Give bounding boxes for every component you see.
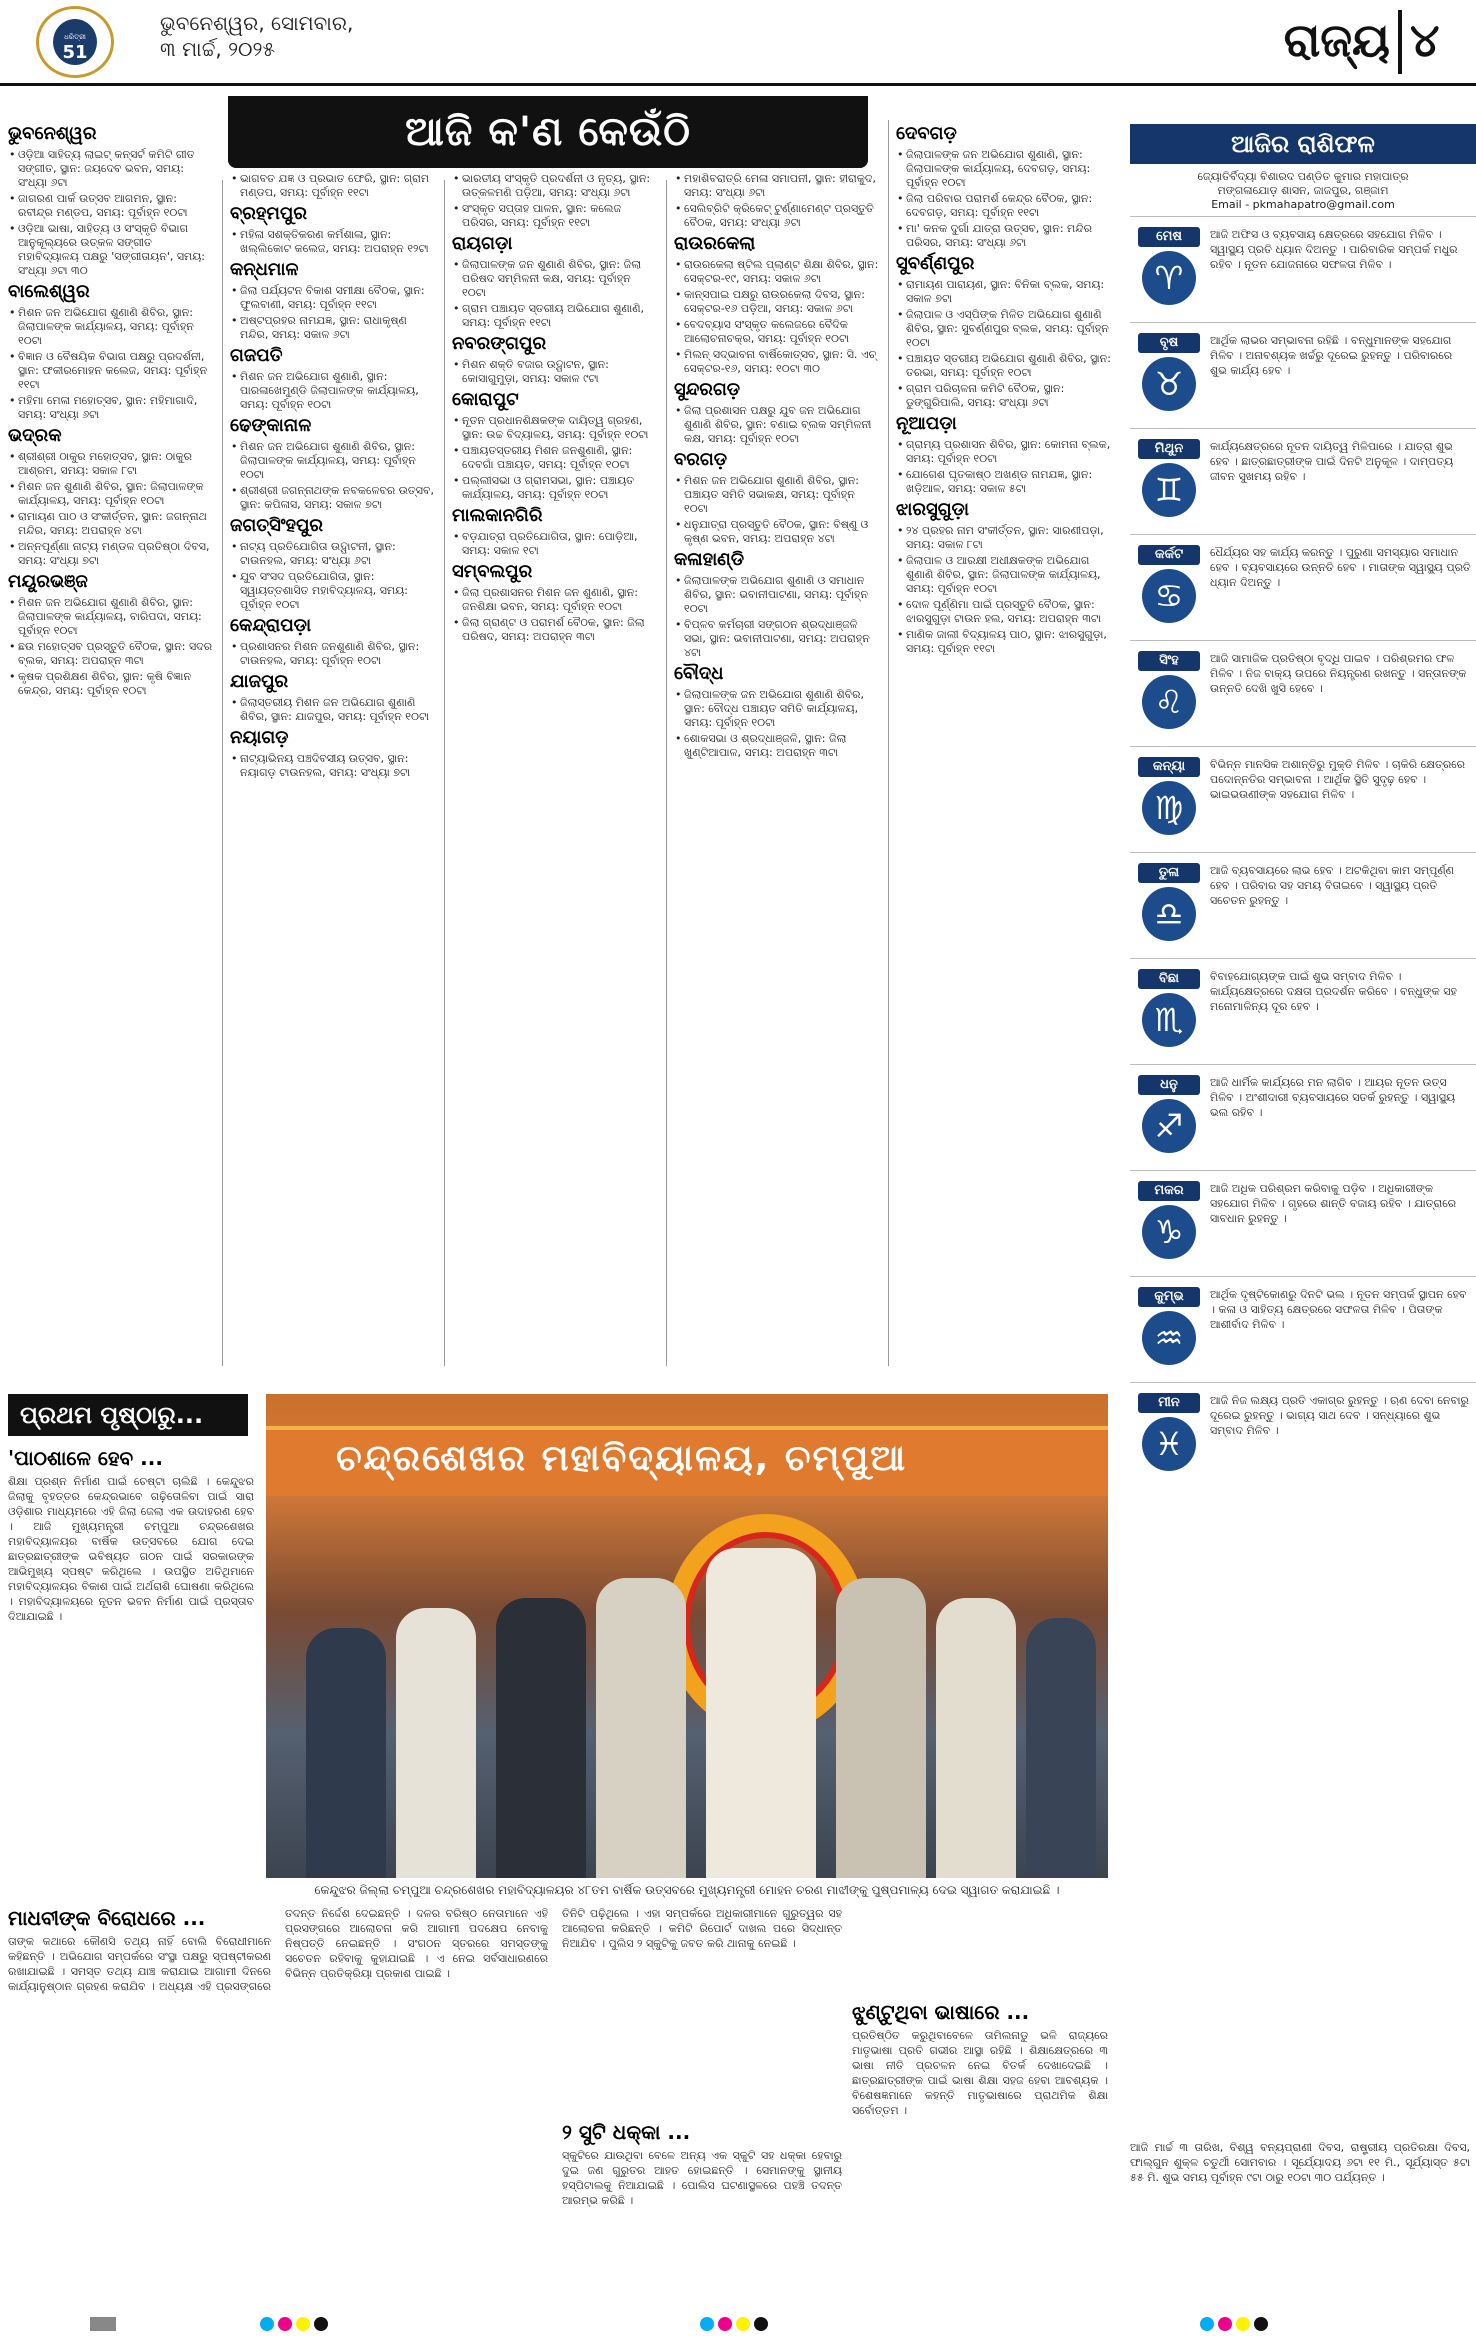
event-item: • ପଞ୍ଚାୟତସ୍ତରୀୟ ମିଶନ ଜନଶୁଣାଣି, ସ୍ଥାନ: ଦେବଗାଁ ପଞ୍ଚାୟତ, ସମୟ: ପୂର୍ବାହ୍ନ ୧୦ଟା: [452, 444, 658, 472]
district-heading: ଯାଜପୁର: [230, 671, 289, 692]
registration-dot: [278, 2317, 292, 2331]
person-figure: [496, 1598, 586, 1878]
registration-dot: [700, 2317, 714, 2331]
logo-years: 51: [62, 42, 88, 63]
sign-name: କୁମ୍ଭ: [1138, 1287, 1200, 1307]
page-number: ୪: [1410, 13, 1440, 67]
event-item: • ଯୋଗେଶ ଘୃତକାଷ୍ଠ ଅଖଣ୍ଡ ନାମଯଜ୍ଞ, ସ୍ଥାନ: ଖଡ଼ିଆଳ, ସମୟ: ସକାଳ ୫ଟା: [896, 468, 1118, 496]
events-column-3: [452, 172, 658, 1366]
zodiac-icon: ♓: [1142, 1417, 1196, 1471]
event-item: • ମିଶନ ଜନ ଅଭିଯୋଗ ଶୁଣାଣି ଶିବିର, ସ୍ଥାନ: ଜିଲାପାଳଙ୍କ କାର୍ଯ୍ୟାଳୟ, ସମୟ: ପୂର୍ବାହ୍ନ ୧୦ଟା: [230, 440, 436, 482]
registration-dot: [1218, 2317, 1232, 2331]
sign-name: ମୀନ: [1138, 1393, 1200, 1413]
newspaper-logo: [36, 6, 114, 78]
event-item: • ଶୋକସଭା ଓ ଶ୍ରଦ୍ଧାଞ୍ଜଳି, ସ୍ଥାନ: ଜିଲା ଖୁଣ୍ଟିଆପାଳ, ସମୟ: ଅପରାହ୍ନ ୩ଟା: [674, 732, 880, 760]
zodiac-icon: ♊: [1142, 463, 1196, 517]
sign-forecast: ବିବାହଯୋଗ୍ୟଙ୍କ ପାଇଁ ଶୁଭ ସମ୍ବାଦ ମିଳିବ । କାର୍ଯ୍ୟକ୍ଷେତ୍ରରେ ଦକ୍ଷତା ପ୍ରଦର୍ଶନ କରିବେ । ବନ୍ଧୁଙ୍କ ସହ ମନୋମାଳିନ୍ୟ ଦୂର ହେବ ।: [1210, 970, 1457, 1013]
story-body: ସ୍କୁଟିରେ ଯାଉଥିବା ବେଳେ ଅନ୍ୟ ଏକ ସ୍କୁଟି ସହ ଧକ୍କା ହେବାରୁ ଦୁଇ ଜଣ ଗୁରୁତର ଆହତ ହୋଇଛନ୍ତି । ସେମାନଙ୍କୁ ସ୍ଥାନୀୟ ହସ୍ପିଟାଲକୁ ନିଆଯାଇଛି । ପୋଲିସ ଘଟଣାସ୍ଥଳରେ ପହଞ୍ଚି ତଦନ୍ତ ଆରମ୍ଭ କରିଛି ।: [562, 2149, 842, 2207]
event-item: • ନୂତନ ପ୍ରଧାନଶିକ୍ଷକଙ୍କ ଦାୟିତ୍ୱ ଗ୍ରହଣ, ସ୍ଥାନ: ଉଚ୍ଚ ବିଦ୍ୟାଳୟ, ସମୟ: ପୂର୍ବାହ୍ନ ୧୦ଟା: [452, 414, 658, 442]
event-item: • ମିଶନ ଜନ ଅଭିଯୋଗ ଶୁଣାଣି ଶିବିର, ସ୍ଥାନ: ଜିଲାପାଳଙ୍କ କାର୍ଯ୍ୟାଳୟ, ସମୟ: ପୂର୍ବାହ୍ନ ୧୦ଟା: [8, 306, 214, 348]
sign-forecast: ଆଜି ନିଜ ଲକ୍ଷ୍ୟ ପ୍ରତି ଏକାଗ୍ର ରୁହନ୍ତୁ । ଋଣ ଦେବା ନେବାରୁ ଦୂରେଇ ରୁହନ୍ତୁ । ଭାଗ୍ୟ ସାଥ ଦେବ । ସନ୍ଧ୍ୟାରେ ଶୁଭ ସମ୍ବାଦ ମିଳିବ ।: [1210, 1394, 1469, 1437]
horoscope-sign: [1130, 1382, 1476, 1484]
district-heading: ମାଲକାନଗିରି: [452, 505, 543, 526]
person-figure: [836, 1578, 926, 1878]
event-item: • ସେଲିବ୍ରିଟି କ୍ରିକେଟ୍ ଟୁର୍ଣ୍ଣାମେଣ୍ଟ ପ୍ରସ୍ତୁତି ବୈଠକ, ସମୟ: ସଂଧ୍ୟା ୬ଟା: [674, 202, 880, 230]
person-figure: [706, 1548, 816, 1878]
district-heading: ଢେଙ୍କାନାଳ: [230, 415, 312, 436]
event-item: • ନାଟ୍ୟ ପ୍ରତିଯୋଗିତା ଉଦ୍ଘାଟନୀ, ସ୍ଥାନ: ଟାଉନହଲ, ସମୟ: ସଂଧ୍ୟା ୬ଟା: [230, 540, 436, 568]
event-item: • ଜିଲାପାଳଙ୍କ ଜନ ଶୁଣାଣି ଶିବିର, ସ୍ଥାନ: ଜିଲା ପରିଷଦ ସମ୍ମିଳନୀ କକ୍ଷ, ସମୟ: ପୂର୍ବାହ୍ନ ୧୦ଟା: [452, 258, 658, 300]
event-item: • ମିଶନ ଜନ ଶୁଣାଣି ଶିବିର, ସ୍ଥାନ: ଜିଲାପାଳଙ୍କ କାର୍ଯ୍ୟାଳୟ, ସମୟ: ପୂର୍ବାହ୍ନ ୧୦ଟା: [8, 480, 214, 508]
horoscope-sign: [1130, 640, 1476, 742]
story-body: ତିନିଟି ପଢ଼ିଥିଲେ । ଏହା ସମ୍ପର୍କରେ ଅଧିକାରୀମାନେ ଗୁରୁତ୍ୱର ସହ ଆଲୋଚନା କରିଛନ୍ତି । କମିଟି ରିପୋର୍ଟ ଦାଖଲ ପରେ ସିଦ୍ଧାନ୍ତ ନିଆଯିବ । ପୁଲିସ ୨ ସ୍କୁଟିକୁ ଜବତ କରି ଥାନାକୁ ନେଇଛି ।: [562, 1907, 842, 1950]
event-item: • ଶ୍ରୀଶ୍ରୀ ଠାକୁର ମହୋତ୍ସବ, ସ୍ଥାନ: ଠାକୁର ଆଶ୍ରମ, ସମୟ: ସକାଳ ୮ଟା: [8, 450, 214, 478]
news-photo: [266, 1394, 1108, 1878]
almanac: [1130, 2140, 1470, 2300]
almanac-text: ଆଜି ମାର୍ଚ୍ଚ ୩ ତାରିଖ, ବିଶ୍ୱ ବନ୍ୟପ୍ରାଣୀ ଦିବସ, ରାଷ୍ଟ୍ରୀୟ ପ୍ରତିରକ୍ଷା ଦିବସ, ଫାଲ୍ଗୁନ ଶୁକ୍ଳ ଚତୁର୍ଥୀ ସୋମବାର । ସୂର୍ଯ୍ୟୋଦୟ ୬ଟା ୧୧ ମି., ସୂର୍ଯ୍ୟାସ୍ତ ୫ଟା ୫୫ ମି. ଶୁଭ ସମୟ ପୂର୍ବାହ୍ନ ୯ଟା ଠାରୁ ୧୦ଟା ୩୦ ପର୍ଯ୍ୟନ୍ତ ।: [1130, 2141, 1470, 2184]
events-column-4: [674, 172, 880, 1366]
district-heading: ବ୍ରହ୍ମପୁର: [230, 203, 307, 224]
event-item: • ମହାଶିବରାତ୍ରି ମେଳା ସମାପନୀ, ସ୍ଥାନ: ହୀରାକୁଦ, ସମୟ: ସଂଧ୍ୟା ୬ଟା: [674, 172, 880, 200]
district-heading: ଦେବଗଡ଼: [896, 123, 957, 144]
event-item: • ଗ୍ରାମ୍ୟ ପ୍ରଶାସନ ଶିବିର, ସ୍ଥାନ: କୋମନା ବ୍ଲକ, ସମୟ: ପୂର୍ବାହ୍ନ ୧୦ଟା: [896, 438, 1118, 466]
event-item: • ବେଦବ୍ୟାସ ସଂସ୍କୃତ କଲେଜରେ ବୈଦିକ ଆଲୋଚନାଚକ୍ର, ସମୟ: ପୂର୍ବାହ୍ନ ୧୦ଟା: [674, 318, 880, 346]
event-item: • ରାମାୟଣ ପାରାୟଣ, ସ୍ଥାନ: ବିନିକା ବ୍ଲକ, ସମୟ: ସକାଳ ୭ଟା: [896, 278, 1118, 306]
event-item: • ଭାଗବତ ଯଜ୍ଞ ଓ ପ୍ରଭାତ ଫେରି, ସ୍ଥାନ: ଗ୍ରାମ ମଣ୍ଡପ, ସମୟ: ପୂର୍ବାହ୍ନ ୧୧ଟା: [230, 172, 436, 200]
district-heading: କୋରାପୁଟ: [452, 389, 519, 410]
story-headline: ଝୁଣ୍ଟୁଥିବା ଭାଷାରେ ...: [852, 2000, 1030, 2024]
event-item: • ରାଉରକେଲା ଷ୍ଟିଲ ପ୍ଲାଣ୍ଟ ଶିକ୍ଷା ଶିବିର, ସ୍ଥାନ: ସେକ୍ଟର-୧୯, ସମୟ: ସକାଳ ୬ଟା: [674, 258, 880, 286]
sign-name: କର୍କଟ: [1138, 545, 1200, 565]
sign-forecast: ଆଜି ଅଧିକ ପରିଶ୍ରମ କରିବାକୁ ପଡ଼ିବ । ଅଧିକାରୀଙ୍କ ସହଯୋଗ ମିଳିବ । ଗୃହରେ ଶାନ୍ତି ବଜାୟ ରହିବ । ଯାତ୍ରାରେ ସାବଧାନ ରୁହନ୍ତୁ ।: [1210, 1182, 1457, 1225]
dateline: [160, 10, 420, 62]
district-heading: କଳାହାଣ୍ଡି: [674, 549, 745, 570]
event-item: • ଜିଲାପାଳ ଓ ଏସ୍ପିଙ୍କ ମିଳିତ ଅଭିଯୋଗ ଶୁଣାଣି ଶିବିର, ସ୍ଥାନ: ସୁବର୍ଣ୍ଣପୁର ବ୍ଲକ, ସମୟ: ପୂର୍ବାହ୍ନ ୧୦ଟା: [896, 308, 1118, 350]
story-body: ତାଙ୍କ କଥାରେ କୌଣସି ତଥ୍ୟ ନାହିଁ ବୋଲି ବିରୋଧୀମାନେ କହିଛନ୍ତି । ଅଭିଯୋଗ ସମ୍ପର୍କରେ ସଂସ୍ଥା ପକ୍ଷରୁ ସ୍ପଷ୍ଟୀକରଣ ରଖାଯାଇଛି । ସମସ୍ତ ତଥ୍ୟ ଯାଞ୍ଚ କରାଯାଇ ଆଗାମୀ ଦିନରେ କାର୍ଯ୍ୟାନୁଷ୍ଠାନ ଗ୍ରହଣ କରାଯିବ । ଅଧ୍ୟକ୍ଷ ଏହି ପ୍ରସଙ୍ଗରେ ତଦନ୍ତ ନିର୍ଦ୍ଦେଶ ଦେଇଛନ୍ତି । ଦଳର ବରିଷ୍ଠ ନେତାମାନେ ଏହି ପ୍ରସଙ୍ଗରେ ଆଲୋଚନା କରି ଆଗାମୀ ପଦକ୍ଷେପ ନେବାକୁ ନିଷ୍ପତ୍ତି ନେଇଛନ୍ତି । ସଂଗଠନ ସ୍ତରରେ ସମସ୍ତଙ୍କୁ ସଚେତନ ରହିବାକୁ କୁହାଯାଇଛି । ଏ ନେଇ ସର୍ବସାଧାରଣରେ ବିଭିନ୍ନ ପ୍ରତିକ୍ରିୟା ପ୍ରକାଶ ପାଇଛି ।: [8, 1907, 548, 1993]
column-rule: [888, 120, 889, 1366]
district-heading: ଜଗତ୍ସିଂହପୁର: [230, 515, 324, 536]
events-column-2: [230, 172, 436, 1366]
person-figure: [396, 1608, 476, 1878]
column-rule: [666, 180, 667, 1366]
zodiac-icon: ♏: [1142, 993, 1196, 1047]
horoscope-sign: [1130, 1170, 1476, 1272]
sign-name: ଧନୁ: [1138, 1075, 1200, 1095]
continued-section-label: ପ୍ରଥମ ପୃଷ୍ଠାରୁ...: [8, 1394, 248, 1436]
section-title: ରାଜ୍ୟ: [1283, 13, 1390, 67]
horoscope-sign: [1130, 958, 1476, 1060]
registration-dot: [296, 2317, 310, 2331]
district-heading: କନ୍ଧମାଳ: [230, 259, 299, 280]
event-item: • ଶ୍ରୀଶ୍ରୀ ଜଗନ୍ନାଥଙ୍କ ନବକଳେବର ଉତ୍ସବ, ସ୍ଥାନ: କପିଳାସ, ସମୟ: ସକାଳ ୭ଟା: [230, 484, 436, 512]
district-heading: ନୂଆପଡ଼ା: [896, 413, 957, 434]
event-item: • ମହିମା ମେଳା ମହୋତ୍ସବ, ସ୍ଥାନ: ମହିମାଗାଦି, ସମୟ: ସଂଧ୍ୟା ୬ଟା: [8, 394, 214, 422]
district-heading: ନବରଙ୍ଗପୁର: [452, 333, 547, 354]
sign-name: କନ୍ୟା: [1138, 757, 1200, 777]
district-heading: ବୌଦ୍ଧ: [674, 663, 724, 684]
event-item: • ବିପ୍ଳବ କର୍ମଚାରୀ ସଙ୍ଗଠନ ଶ୍ରଦ୍ଧାଞ୍ଜଳି ସଭା, ସ୍ଥାନ: ଭବାନୀପାଟଣା, ସମୟ: ଅପରାହ୍ନ ୪ଟା: [674, 618, 880, 660]
horoscope-sign: [1130, 852, 1476, 954]
event-item: • ଜିଲା ପରିବାର ପରାମର୍ଶ କେନ୍ଦ୍ର ବୈଠକ, ସ୍ଥାନ: ଦେବଗଡ଼, ସମୟ: ପୂର୍ବାହ୍ନ ୧୧ଟା: [896, 192, 1118, 220]
horoscope-sign: [1130, 534, 1476, 636]
horoscope-sign: [1130, 216, 1476, 318]
district-heading: ବାଲେଶ୍ୱର: [8, 281, 90, 302]
event-item: • ପଞ୍ଚାୟତ ସ୍ତରୀୟ ଅଭିଯୋଗ ଶୁଣାଣି ଶିବିର, ସ୍ଥାନ: ତରଭା, ସମୟ: ପୂର୍ବାହ୍ନ ୧୦ଟା: [896, 352, 1118, 380]
event-item: • ମା' କନକ ଦୁର୍ଗା ଯାତ୍ରା ଉତ୍ସବ, ସ୍ଥାନ: ମନ୍ଦିର ପରିସର, ସମୟ: ସଂଧ୍ୟା ୬ଟା: [896, 222, 1118, 250]
logo-years-label: Years: [65, 65, 85, 73]
person-figure: [306, 1628, 386, 1878]
horoscope-sign: [1130, 428, 1476, 530]
registration-dot: [314, 2317, 328, 2331]
print-marks: [0, 2310, 1476, 2339]
sign-forecast: ଆର୍ଥିକ ଲାଭର ସମ୍ଭାବନା ରହିଛି । ବନ୍ଧୁମାନଙ୍କ ସହଯୋଗ ମିଳିବ । ଅନାବଶ୍ୟକ ଖର୍ଚ୍ଚରୁ ଦୂରେଇ ରୁହନ୍ତୁ । ପରିବାରରେ ଶୁଭ କାର୍ଯ୍ୟ ହେବ ।: [1210, 334, 1453, 377]
stage-banner-text: ଚନ୍ଦ୍ରଶେଖର ମହାବିଦ୍ୟାଳୟ, ଚମ୍ପୁଆ: [336, 1438, 908, 1479]
sign-forecast: ଆର୍ଥିକ ଦୃଷ୍ଟିକୋଣରୁ ଦିନଟି ଭଲ । ନୂତନ ସମ୍ପର୍କ ସ୍ଥାପନ ହେବ । କଳା ଓ ସାହିତ୍ୟ କ୍ଷେତ୍ରରେ ସଫଳତା ମିଳିବ । ପିତାଙ୍କ ଆଶୀର୍ବାଦ ମିଳିବ ।: [1210, 1288, 1467, 1331]
event-item: • ଜିଲାପାଳଙ୍କ ଅଭିଯୋଗ ଶୁଣାଣି ଓ ସମାଧାନ ଶିବିର, ସ୍ଥାନ: ଭବାନୀପାଟଣା, ସମୟ: ପୂର୍ବାହ୍ନ ୧୦ଟା: [674, 574, 880, 616]
sign-forecast: ଆଜି ସାମାଜିକ ପ୍ରତିଷ୍ଠା ବୃଦ୍ଧି ପାଇବ । ପରିଶ୍ରମର ଫଳ ମିଳିବ । ନିଜ ବାକ୍ୟ ଉପରେ ନିୟନ୍ତ୍ରଣ ରଖନ୍ତୁ । ସନ୍ତାନଙ୍କ ଉନ୍ନତି ଦେଖି ଖୁସି ହେବେ ।: [1210, 652, 1467, 695]
registration-dot: [754, 2317, 768, 2331]
event-item: • ମିଶନ ଜନ ଅଭିଯୋଗ ଶୁଣାଣି ଶିବିର, ସ୍ଥାନ: ଜିଲାପାଳଙ୍କ କାର୍ଯ୍ୟାଳୟ, ବାରିପଦା, ସମୟ: ପୂର୍ବାହ୍ନ ୧୦ଟା: [8, 596, 214, 638]
zodiac-icon: ♎: [1142, 887, 1196, 941]
sign-name: ବୃଷ: [1138, 333, 1200, 353]
event-item: • ମିଲନ୍ ସଦ୍ଭାବନା ବାର୍ଷିକୋତ୍ସବ, ସ୍ଥାନ: ସି. ଏଚ୍ ସେକ୍ଟର-୧୬, ସମୟ: ୧୦ଟା ୩୦: [674, 348, 880, 376]
color-dots: [260, 2316, 332, 2335]
event-item: • ଜିଲାପାଳ ଓ ଆରକ୍ଷୀ ଅଧୀକ୍ଷକଙ୍କ ଅଭିଯୋଗ ଶୁଣାଣି ଶିବିର, ସ୍ଥାନ: ଜିଲାପାଳଙ୍କ କାର୍ଯ୍ୟାଳୟ, ସମୟ: ପୂର୍ବାହ୍ନ ୧୦ଟା: [896, 554, 1118, 596]
city-day: ଭୁବନେଶ୍ୱର, ସୋମବାର,: [160, 11, 354, 35]
issue-date: ୩ ମାର୍ଚ୍ଚ, ୨୦୨୫: [160, 37, 275, 61]
story-madhabi: [8, 1906, 548, 2302]
story-headline: ମାଧବୀଙ୍କ ବିରୋଧରେ ...: [8, 1906, 206, 1930]
district-heading: ମୟୂରଭଞ୍ଜ: [8, 571, 88, 592]
sign-name: ତୁଳା: [1138, 863, 1200, 883]
events-column-5: [896, 120, 1118, 1366]
person-figure: [1026, 1618, 1096, 1878]
sign-forecast: ଆଜି ଅଫିସ ଓ ବ୍ୟବସାୟ କ୍ଷେତ୍ରରେ ସହଯୋଗ ମିଳିବ । ସ୍ୱାସ୍ଥ୍ୟ ପ୍ରତି ଧ୍ୟାନ ଦିଅନ୍ତୁ । ପାରିବାରିକ ସମ୍ପର୍କ ମଧୁର ରହିବ । ନୂତନ ଯୋଜନାରେ ସଫଳତା ମିଳିବ ।: [1210, 228, 1458, 271]
story-headline: 'ପାଠଶାଳେ ହେବ ...: [8, 1446, 163, 1470]
event-item: • ଜିଲାସ୍ତରୀୟ ମିଶନ ଜନ ଅଭିଯୋଗ ଶୁଣାଣି ଶିବିର, ସ୍ଥାନ: ଯାଜପୁର, ସମୟ: ପୂର୍ବାହ୍ନ ୧୦ଟା: [230, 696, 436, 724]
zodiac-icon: ♑: [1142, 1205, 1196, 1259]
story-scooty: [562, 2120, 842, 2302]
header-divider: [1398, 10, 1402, 74]
horoscope-sign: [1130, 1064, 1476, 1166]
event-item: • ଜିଲା ଗ୍ରାଣ୍ଟ ଓ ପରାମର୍ଶ ବୈଠକ, ସ୍ଥାନ: ଜିଲା ପରିଷଦ, ସମୟ: ଅପରାହ୍ନ ୩ଟା: [452, 616, 658, 644]
story-accident-cont: [562, 1906, 842, 2116]
event-item: • କୃଷକ ପ୍ରଶିକ୍ଷଣ ଶିବିର, ସ୍ଥାନ: କୃଷି ବିଜ୍ଞାନ କେନ୍ଦ୍ର, ସମୟ: ପୂର୍ବାହ୍ନ ୧୦ଟା: [8, 670, 214, 698]
color-dots: [700, 2316, 772, 2335]
horoscope-sign: [1130, 1276, 1476, 1378]
event-item: • ଦୋଳ ପୂର୍ଣ୍ଣିମା ପାଇଁ ପ୍ରସ୍ତୁତି ବୈଠକ, ସ୍ଥାନ: ଝାରସୁଗୁଡ଼ା ଟାଉନ ହଲ, ସମୟ: ଅପରାହ୍ନ ୩ଟା: [896, 598, 1118, 626]
district-heading: ସୁନ୍ଦରଗଡ଼: [674, 379, 741, 400]
event-item: • ୨୪ ପ୍ରହର ନାମ ସଂକୀର୍ତ୍ତନ, ସ୍ଥାନ: ସାରଣୀପଡ଼ା, ସମୟ: ସକାଳ ୮ଟା: [896, 524, 1118, 552]
registration-dot: [718, 2317, 732, 2331]
sign-forecast: ଆଜି ଧାର୍ମିକ କାର୍ଯ୍ୟରେ ମନ ଲାଗିବ । ଆୟର ନୂତନ ଉତ୍ସ ମିଳିବ । ଅଂଶୀଦାରୀ ବ୍ୟବସାୟରେ ସତର୍କ ରୁହନ୍ତୁ । ସ୍ୱାସ୍ଥ୍ୟ ଭଲ ରହିବ ।: [1210, 1076, 1456, 1119]
story-headline: ୨ ସୁଟି ଧକ୍କା ...: [562, 2120, 691, 2144]
event-item: • ଜିଲାପାଳଙ୍କ ଜନ ଅଭିଯୋଗ ଶୁଣାଣି, ସ୍ଥାନ: ଜିଲାପାଳଙ୍କ କାର୍ଯ୍ୟାଳୟ, ଦେବଗଡ଼, ସମୟ: ପୂର୍ବାହ୍ନ ୧୦ଟା: [896, 148, 1118, 190]
district-heading: ବରଗଡ଼: [674, 449, 728, 470]
event-item: • ରାମାୟଣ ପାଠ ଓ ସଂକୀର୍ତ୍ତନ, ସ୍ଥାନ: ଜଗନ୍ନାଥ ମନ୍ଦିର, ସମୟ: ଅପରାହ୍ନ ୪ଟା: [8, 510, 214, 538]
sign-name: ମିଥୁନ: [1138, 439, 1200, 459]
event-item: • ମିଶନ ଜନ ଅଭିଯୋଗ ଶୁଣାଣି ଶିବିର, ସ୍ଥାନ: ପଞ୍ଚାୟତ ସମିତି ସଭାକକ୍ଷ, ସମୟ: ପୂର୍ବାହ୍ନ ୧୦ଟା: [674, 474, 880, 516]
district-heading: ରାଉରକେଲା: [674, 233, 756, 254]
story-language: [852, 2000, 1108, 2302]
events-banner: ଆଜି କ'ଣ କେଉଁଠି: [228, 96, 868, 168]
event-item: • ଅଷ୍ଟପ୍ରହର ନାମଯଜ୍ଞ, ସ୍ଥାନ: ରାଧାକୃଷ୍ଣ ମନ୍ଦିର, ସମୟ: ସକାଳ ୬ଟା: [230, 314, 436, 342]
event-item: • ଗ୍ରାମ ପଞ୍ଚାୟତ ସ୍ତରୀୟ ଅଭିଯୋଗ ଶୁଣାଣି, ସମୟ: ପୂର୍ବାହ୍ନ ୧୧ଟା: [452, 302, 658, 330]
zodiac-icon: ♋: [1142, 569, 1196, 623]
registration-dot: [260, 2317, 274, 2331]
event-item: • ଜିଲାପାଳଙ୍କ ଜନ ଅଭିଯୋଗ ଶୁଣାଣି ଶିବିର, ସ୍ଥାନ: ବୌଦ୍ଧ ପଞ୍ଚାୟତ ସମିତି କାର୍ଯ୍ୟାଳୟ, ସମୟ: ପୂର୍ବାହ୍ନ ୧୦ଟା: [674, 688, 880, 730]
zodiac-icon: ♈: [1142, 251, 1196, 305]
event-item: • ଅନ୍ନପୂର୍ଣ୍ଣା ନାଟ୍ୟ ମଣ୍ଡଳ ପ୍ରତିଷ୍ଠା ଦିବସ, ସମୟ: ସଂଧ୍ୟା ୭ଟା: [8, 540, 214, 568]
person-figure: [596, 1578, 686, 1878]
column-rule: [444, 180, 445, 1366]
event-item: • ଓଡ଼ିଆ ସାହିତ୍ୟ ଲାଇଟ୍ କନ୍ସର୍ଟ କମିଟି ଗୀତ ସଙ୍ଗୀତ, ସ୍ଥାନ: ଜୟଦେବ ଭବନ, ସମୟ: ସଂଧ୍ୟା ୬ଟା: [8, 148, 214, 190]
district-heading: ସମ୍ବଲପୁର: [452, 561, 533, 582]
event-item: • ପ୍ରଶାସନର ମିଶନ ଜନଶୁଣାଣି ଶିବିର, ସ୍ଥାନ: ଟାଉନହଲ, ସମୟ: ପୂର୍ବାହ୍ନ ୧୦ଟା: [230, 640, 436, 668]
event-item: • ବଡ଼ଯାତ୍ରା ପ୍ରତିଯୋଗିତା, ସ୍ଥାନ: ପୋଡ଼ିଆ, ସମୟ: ସକାଳ ୧ଟା: [452, 530, 658, 558]
event-item: • ଧନୁଯାତ୍ରା ପ୍ରସ୍ତୁତି ବୈଠକ, ସ୍ଥାନ: ବିଷ୍ଣୁ ଓ କୃଷ୍ଣ ଭବନ, ସମୟ: ଅପରାହ୍ନ ୪ଟା: [674, 518, 880, 546]
event-item: • ଜିଲା ପ୍ରଶାସନ ପକ୍ଷରୁ ଯୁବ ଜନ ଅଭିଯୋଗ ଶୁଣାଣି ଶିବିର, ସ୍ଥାନ: ବଣାଇ ବ୍ଲକ ସମ୍ମିଳନୀ କକ୍ଷ, ସମୟ: ପୂର୍ବାହ୍ନ ୧୦ଟା: [674, 404, 880, 446]
color-dots: [1200, 2316, 1272, 2335]
event-item: • ବିଜ୍ଞାନ ଓ ବୈଷୟିକ ବିଭାଗ ପକ୍ଷରୁ ପ୍ରଦର୍ଶନୀ, ସ୍ଥାନ: ଫକୀରମୋହନ କଲେଜ, ସମୟ: ପୂର୍ବାହ୍ନ ୧୧ଟା: [8, 350, 214, 392]
event-item: • ପଲ୍ଲୀସଭା ଓ ଗ୍ରାମସଭା, ସ୍ଥାନ: ପଞ୍ଚାୟତ କାର୍ଯ୍ୟାଳୟ, ସମୟ: ପୂର୍ବାହ୍ନ ୧୦ଟା: [452, 474, 658, 502]
sign-forecast: ବିଭିନ୍ନ ମାନସିକ ଅଶାନ୍ତିରୁ ମୁକ୍ତି ମିଳିବ । ଚାକିରି କ୍ଷେତ୍ରରେ ପଦୋନ୍ନତିର ସମ୍ଭାବନା । ଆର୍ଥିକ ସ୍ଥିତି ସୁଦୃଢ଼ ହେବ । ଭାଇଭଉଣୀଙ୍କ ସହଯୋଗ ମିଳିବ ।: [1210, 758, 1466, 801]
event-item: • ଓଡ଼ିଆ ଭାଷା, ସାହିତ୍ୟ ଓ ସଂସ୍କୃତି ବିଭାଗ ଆନୁକୂଲ୍ୟରେ ଉତ୍କଳ ସଙ୍ଗୀତ ମହାବିଦ୍ୟାଳୟ ପକ୍ଷରୁ 'ସଙ୍ଗୀତାୟନ', ସମୟ: ସଂଧ୍ୟା ୬ଟା ୩୦: [8, 222, 214, 278]
event-item: • ମହିଳା ସଶକ୍ତିକରଣ କର୍ମଶାଳା, ସ୍ଥାନ: ଖଲ୍ଲିକୋଟ କଲେଜ, ସମୟ: ଅପରାହ୍ନ ୧୨ଟା: [230, 228, 436, 256]
sign-name: ସିଂହ: [1138, 651, 1200, 671]
horoscope-signs: [1130, 216, 1476, 1484]
zodiac-icon: ♌: [1142, 675, 1196, 729]
district-heading: ଗଜପତି: [230, 345, 283, 366]
event-item: • ନାଟ୍ୟାଭିନୟ ପଞ୍ଚଦିବସୀୟ ଉତ୍ସବ, ସ୍ଥାନ: ନୟାଗଡ଼ ଟାଉନହଲ, ସମୟ: ସଂଧ୍ୟା ୭ଟା: [230, 752, 436, 780]
event-item: • ଯୁବ ସଂସଦ ପ୍ରତିଯୋଗିତା, ସ୍ଥାନ: ସ୍ୱାୟତ୍ତଶାସିତ ମହାବିଦ୍ୟାଳୟ, ସମୟ: ପୂର୍ବାହ୍ନ ୧୦ଟା: [230, 570, 436, 612]
district-heading: ନୟାଗଡ଼: [230, 727, 289, 748]
event-item: • ଛଉ ମହୋତ୍ସବ ପ୍ରସ୍ତୁତି ବୈଠକ, ସ୍ଥାନ: ସଦର ବ୍ଲକ, ସମୟ: ଅପରାହ୍ନ ୩ଟା: [8, 640, 214, 668]
district-heading: ରାୟଗଡ଼ା: [452, 233, 513, 254]
event-item: • ଭାରତୀୟ ସଂସ୍କୃତି ପ୍ରଦର୍ଶନୀ ଓ ନୃତ୍ୟ, ସ୍ଥାନ: ଉତ୍କଳମଣି ପଡ଼ିଆ, ସମୟ: ସଂଧ୍ୟା ୬ଟା: [452, 172, 658, 200]
district-heading: କେନ୍ଦ୍ରାପଡ଼ା: [230, 615, 312, 636]
sign-forecast: ଆଜି ବ୍ୟବସାୟରେ ଲାଭ ହେବ । ଅଟକିଥିବା କାମ ସମ୍ପୂର୍ଣ୍ଣ ହେବ । ପରିବାର ସହ ସମୟ ବିତାଇବେ । ସ୍ୱାସ୍ଥ୍ୟ ପ୍ରତି ସଚେତନ ରୁହନ୍ତୁ ।: [1210, 864, 1455, 907]
sign-name: ମକର: [1138, 1181, 1200, 1201]
event-item: • ମାଣିକ ଜାଲୀ ବିଦ୍ୟାଳୟ ପାଠ, ସ୍ଥାନ: ଝାରସୁଗୁଡ଼ା, ସମୟ: ପୂର୍ବାହ୍ନ ୧୧ଟା: [896, 628, 1118, 656]
sign-name: ବିଛା: [1138, 969, 1200, 989]
horoscope-sign: [1130, 322, 1476, 424]
registration-dot: [736, 2317, 750, 2331]
anniversary-badge: [53, 19, 97, 73]
events-column-1: [8, 120, 214, 1366]
sign-name: ମେଷ: [1138, 227, 1200, 247]
story-pathashale: [8, 1446, 254, 1836]
story-body: ପ୍ରତିଷ୍ଠିତ କରୁଥିବାବେଳେ ତାମିଲନାଡୁ ଭଳି ରାଜ୍ୟରେ ମାତୃଭାଷା ପ୍ରତି ଗଭୀର ଆସ୍ଥା ରହିଛି । ଶିକ୍ଷାକ୍ଷେତ୍ରରେ ୩ ଭାଷା ନୀତି ପ୍ରଚଳନ ନେଇ ବିତର୍କ ଦେଖାଦେଇଛି । ଛାତ୍ରଛାତ୍ରୀଙ୍କ ପାଇଁ ଭାଷା ଶିକ୍ଷା ସହଜ ହେବା ଆବଶ୍ୟକ । ବିଶେଷଜ୍ଞମାନେ କହନ୍ତି ମାତୃଭାଷାରେ ପ୍ରାଥମିକ ଶିକ୍ଷା ସର୍ବୋତ୍ତମ ।: [852, 2029, 1108, 2117]
district-heading: ସୁବର୍ଣ୍ଣପୁର: [896, 253, 975, 274]
sign-forecast: କାର୍ଯ୍ୟକ୍ଷେତ୍ରରେ ନୂତନ ଦାୟିତ୍ୱ ମିଳିପାରେ । ଯାତ୍ରା ଶୁଭ ହେବ । ଛାତ୍ରଛାତ୍ରୀଙ୍କ ପାଇଁ ଦିନଟି ଅନୁକୂଳ । ଦାମ୍ପତ୍ୟ ଜୀବନ ସୁଖମୟ ରହିବ ।: [1210, 440, 1454, 483]
registration-dot: [1236, 2317, 1250, 2331]
column-rule: [222, 180, 223, 1366]
zodiac-icon: ♉: [1142, 357, 1196, 411]
event-item: • ସଂସ୍କୃତ ସପ୍ତାହ ପାଳନ, ସ୍ଥାନ: କଲେଜ ପରିସର, ସମୟ: ପୂର୍ବାହ୍ନ ୧୧ଟା: [452, 202, 658, 230]
event-item: • ଗ୍ରାମ ପରିଚାଳନା କମିଟି ବୈଠକ, ସ୍ଥାନ: ଡୁଙ୍ଗୁରିପାଲି, ସମୟ: ସଂଧ୍ୟା ୬ଟା: [896, 382, 1118, 410]
district-heading: ଭଦ୍ରକ: [8, 425, 62, 446]
event-item: • ଜିଲା ପର୍ଯ୍ୟଟନ ବିକାଶ ସମୀକ୍ଷା ବୈଠକ, ସ୍ଥାନ: ଫୁଲବାଣୀ, ସମୟ: ପୂର୍ବାହ୍ନ ୧୧ଟା: [230, 284, 436, 312]
zodiac-icon: ♒: [1142, 1311, 1196, 1365]
event-item: • ମିଶନ ଶକ୍ତି ବଜାର ଉଦ୍ଘାଟନ, ସ୍ଥାନ: କୋସାଗୁମୁଡ଼ା, ସମୟ: ସକାଳ ୯ଟା: [452, 358, 658, 386]
sign-forecast: ଧୈର୍ଯ୍ୟର ସହ କାର୍ଯ୍ୟ କରନ୍ତୁ । ପୁରୁଣା ସମସ୍ୟାର ସମାଧାନ ହେବ । ବ୍ୟବସାୟରେ ଉନ୍ନତି ହେବ । ମାତାଙ୍କ ସ୍ୱାସ୍ଥ୍ୟ ପ୍ରତି ଧ୍ୟାନ ଦିଅନ୍ତୁ ।: [1210, 546, 1471, 589]
person-figure: [936, 1598, 1016, 1878]
horoscope-section: [1130, 124, 1476, 1463]
district-heading: ଭୁବନେଶ୍ୱର: [8, 123, 97, 144]
event-item: • କାନ୍ସପାଇ ପକ୍ଷରୁ ରାଉରକେଲା ଦିବସ, ସ୍ଥାନ: ସେକ୍ଟର-୧୬ ପଡ଼ିଆ, ସମୟ: ସକାଳ ୬ଟା: [674, 288, 880, 316]
registration-dot: [1200, 2317, 1214, 2331]
horoscope-sign: [1130, 746, 1476, 848]
registration-bar: [90, 2316, 116, 2335]
logo-name: ଧରିତ୍ରୀ: [64, 33, 86, 41]
event-item: • ଜିଲା ପ୍ରଶାସନର ମିଶନ ଜନ ଶୁଣାଣି, ସ୍ଥାନ: ଜନଶିକ୍ଷା ଭବନ, ସମୟ: ପୂର୍ବାହ୍ନ ୧୦ଟା: [452, 586, 658, 614]
horoscope-author: ଜ୍ୟୋତିର୍ବିଦ୍ୟା ବିଶାରଦ ପଣ୍ଡିତ କୁମାର ମହାପାତ୍ର ମଙ୍ଗଳାଯୋଡ଼ ଶାସନ, ଜାଜପୁର, ଗଞ୍ଜାମ Email - pkmahapatro@gmail.com: [1197, 170, 1409, 211]
horoscope-title: ଆଜିର ରାଶିଫଳ: [1130, 124, 1476, 164]
event-item: • ମିଶନ ଜନ ଅଭିଯୋଗ ଶୁଣାଣି, ସ୍ଥାନ: ପାରଳାଖେମୁଣ୍ଡି ଜିଲାପାଳଙ୍କ କାର୍ଯ୍ୟାଳୟ, ସମୟ: ପୂର୍ବାହ୍ନ ୧୦ଟା: [230, 370, 436, 412]
photo-caption: କେନ୍ଦୁଝର ଜିଲ୍ଲା ଚମ୍ପୁଆ ଚନ୍ଦ୍ରଶେଖର ମହାବିଦ୍ୟାଳୟର ୪୮ତମ ବାର୍ଷିକ ଉତ୍ସବରେ ମୁଖ୍ୟମନ୍ତ୍ରୀ ମୋହନ ଚରଣ ମାଝୀଙ୍କୁ ପୁଷ୍ପମାଳ୍ୟ ଦେଇ ସ୍ୱାଗତ କରାଯାଇଛି ।: [314, 1883, 1060, 1897]
zodiac-icon: ♍: [1142, 781, 1196, 835]
story-body: ଶିକ୍ଷା ପ୍ରଶ୍ନ ନିର୍ମାଣ ପାଇଁ ଚେଷ୍ଟା ଚାଲିଛି । କେନ୍ଦୁଝର ଜିଲାକୁ ବୃହତ୍ତର କେନ୍ଦ୍ରଭାବେ ଗଢ଼ିତୋଳିବା ପାଇଁ ସାରା ଓଡ଼ିଶାର ମାଧ୍ୟମରେ ଏହି ଜିଲା ଜେଲା ଏକ ଉଦାହରଣ ହେବ । ଆଜି ମୁଖ୍ୟମନ୍ତ୍ରୀ ଚମ୍ପୁଆ ଚନ୍ଦ୍ରଶେଖର ମହାବିଦ୍ୟାଳୟର ବାର୍ଷିକ ଉତ୍ସବରେ ଯୋଗ ଦେଇ ଛାତ୍ରଛାତ୍ରୀଙ୍କ ଭବିଷ୍ୟତ ଗଠନ ପାଇଁ ସରକାରଙ୍କ ଆଭିମୁଖ୍ୟ ସ୍ପଷ୍ଟ କରିଥିଲେ । ଉପସ୍ଥିତ ଅତିଥିମାନେ ମହାବିଦ୍ୟାଳୟର ବିକାଶ ପାଇଁ ଅର୍ଥରାଶି ଘୋଷଣା କରିଥିଲେ । ମହାବିଦ୍ୟାଳୟରେ ନୂତନ ଭବନ ନିର୍ମାଣ ପାଇଁ ପ୍ରସ୍ତାବ ଦିଆଯାଇଛି ।: [8, 1475, 254, 1623]
district-heading: ଝାରସୁଗୁଡ଼ା: [896, 499, 969, 520]
event-item: • ଜାଗରଣ ପାର୍କ ଉତ୍ସବ ଆଗମନ, ସ୍ଥାନ: ରବୀନ୍ଦ୍ର ମଣ୍ଡପ, ସମୟ: ପୂର୍ବାହ୍ନ ୧୦ଟା: [8, 192, 214, 220]
zodiac-icon: ♐: [1142, 1099, 1196, 1153]
registration-dot: [1254, 2317, 1268, 2331]
page-header: [0, 0, 1476, 86]
